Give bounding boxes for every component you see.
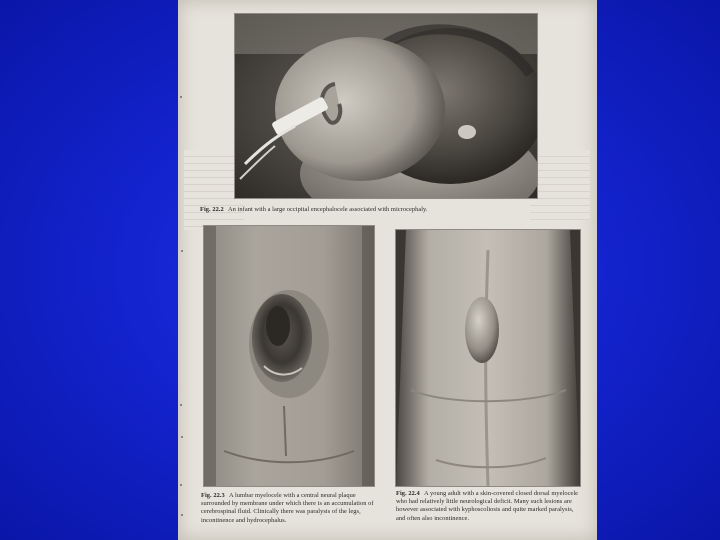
figure-label: Fig. 22.2: [200, 206, 224, 213]
scan-speck: [181, 436, 183, 438]
scan-speck: [180, 96, 182, 98]
caption-fig-22-2: [200, 206, 560, 214]
caption-fig-22-4: [396, 490, 580, 523]
photo-lumbar-myelocele: [203, 225, 375, 487]
photo-infant-encephalocele-image: [235, 14, 537, 198]
photo-dorsal-myelocele-image: [396, 230, 580, 486]
book-page-scan: [178, 0, 597, 540]
photo-dorsal-myelocele: [395, 229, 581, 487]
photo-infant-encephalocele: [234, 13, 538, 199]
figure-caption-text: An infant with a large occipital encephalocele associated with microcephaly.: [228, 206, 428, 213]
scan-speck: [181, 514, 183, 516]
figure-label: Fig. 22.4: [396, 490, 420, 497]
figure-caption-text: A young adult with a skin-covered closed dorsal myelocele who had relatively little neurological deficit. Many such lesions are however associated with kyphoscoliosis and quite marked paralysis, and often also incontinence.: [396, 490, 579, 522]
scan-speck: [181, 250, 183, 252]
caption-fig-22-3: [201, 492, 377, 525]
scan-speck: [180, 404, 182, 406]
photo-lumbar-myelocele-image: [204, 226, 374, 486]
figure-caption-text: A lumbar myelocele with a central neural plaque surrounded by membrane under which there is an accumulation of cerebrospinal fluid. Clinically there was paralysis of the legs, incontinence and hydrocephalus.: [201, 492, 374, 524]
figure-label: Fig. 22.3: [201, 492, 225, 499]
scan-speck: [180, 484, 182, 486]
